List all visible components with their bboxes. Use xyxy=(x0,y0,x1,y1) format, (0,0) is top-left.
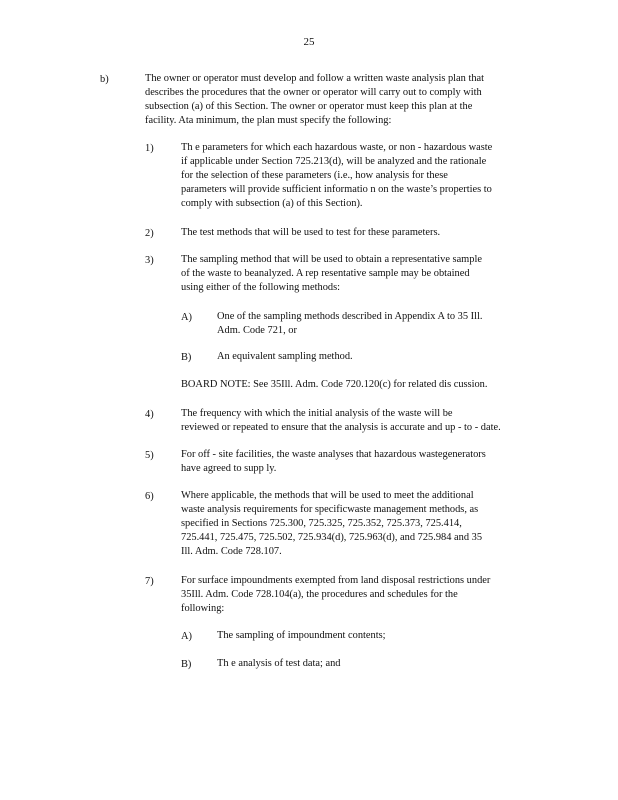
paragraph-line: Adm. Code 721, or xyxy=(217,325,297,336)
paragraph-line: parameters will provide sufficient informatio n on the waste’s properties to xyxy=(181,184,492,195)
section-label: b) xyxy=(100,74,109,85)
item-paragraph xyxy=(181,574,490,616)
subitem-label: B) xyxy=(181,659,192,670)
paragraph-line: if applicable under Section 725.213(d), will be analyzed and the rationale xyxy=(181,156,487,167)
item-label: 3) xyxy=(145,255,154,266)
paragraph-line: subsection (a) of this Section. The owner or operator must keep this plan at the xyxy=(145,101,473,112)
item-paragraph xyxy=(181,253,482,295)
paragraph-line: 35Ill. Adm. Code 728.104(a), the procedures and schedules for the xyxy=(181,589,458,600)
paragraph-line: Where applicable, the methods that will be used to meet the additional xyxy=(181,490,474,501)
subitem-paragraph xyxy=(217,629,386,643)
paragraph-line: For off - site facilities, the waste analyses that hazardous wastegenerators xyxy=(181,449,486,460)
paragraph-line: Th e analysis of test data; and xyxy=(217,658,341,669)
paragraph-line: The frequency with which the initial analysis of the waste will be xyxy=(181,408,453,419)
item-label: 7) xyxy=(145,576,154,587)
paragraph-line: Th e parameters for which each hazardous waste, or non - hazardous waste xyxy=(181,142,493,153)
paragraph-line: have agreed to supp ly. xyxy=(181,463,277,474)
paragraph-line: facility. Ata minimum, the plan must specify the following: xyxy=(145,115,392,126)
item-paragraph xyxy=(181,226,440,240)
item-paragraph xyxy=(181,141,492,211)
paragraph-line: of the waste to beanalyzed. A rep resentative sample may be obtained xyxy=(181,268,470,279)
paragraph-line: for the selection of these parameters (i.e., how analysis for these xyxy=(181,170,448,181)
item-label: 6) xyxy=(145,491,154,502)
paragraph-line: The owner or operator must develop and follow a written waste analysis plan that xyxy=(145,73,485,84)
paragraph-line: comply with subsection (a) of this Section). xyxy=(181,198,363,209)
paragraph-line: The sampling of impoundment contents; xyxy=(217,630,386,641)
subitem-paragraph xyxy=(217,657,341,671)
page-number: 25 xyxy=(303,36,315,48)
item-label: 1) xyxy=(145,143,154,154)
subitem-label: B) xyxy=(181,352,192,363)
paragraph-line: specified in Sections 725.300, 725.325, 725.352, 725.373, 725.414, xyxy=(181,518,462,529)
item-label: 4) xyxy=(145,409,154,420)
paragraph-line: reviewed or repeated to ensure that the analysis is accurate and up - to - date. xyxy=(181,422,501,433)
subitem-paragraph xyxy=(217,310,483,338)
paragraph-line: describes the procedures that the owner or operator will carry out to comply with xyxy=(145,87,482,98)
paragraph-line: Ill. Adm. Code 728.107. xyxy=(181,546,282,557)
item-label: 5) xyxy=(145,450,154,461)
paragraph-line: An equivalent sampling method. xyxy=(217,351,353,362)
item-paragraph xyxy=(181,489,482,559)
item-paragraph xyxy=(181,448,486,476)
item-label: 2) xyxy=(145,228,154,239)
section-paragraph xyxy=(145,72,484,128)
paragraph-line: following: xyxy=(181,603,225,614)
paragraph-line: waste analysis requirements for specificwaste management methods, as xyxy=(181,504,479,515)
subitem-label: A) xyxy=(181,631,192,642)
subitem-label: A) xyxy=(181,312,192,323)
paragraph-line: The sampling method that will be used to obtain a representative sample xyxy=(181,254,482,265)
paragraph-line: One of the sampling methods described in Appendix A to 35 Ill. xyxy=(217,311,483,322)
paragraph-line: 725.441, 725.475, 725.502, 725.934(d), 725.963(d), and 725.984 and 35 xyxy=(181,532,483,543)
paragraph-line: For surface impoundments exempted from land disposal restrictions under xyxy=(181,575,491,586)
item-paragraph xyxy=(181,407,501,435)
board-note xyxy=(181,378,487,392)
paragraph-line: using either of the following methods: xyxy=(181,282,341,293)
note-line: BOARD NOTE: See 35Ill. Adm. Code 720.120(c) for related dis cussion. xyxy=(181,379,488,390)
subitem-paragraph xyxy=(217,350,353,364)
paragraph-line: The test methods that will be used to test for these parameters. xyxy=(181,227,441,238)
